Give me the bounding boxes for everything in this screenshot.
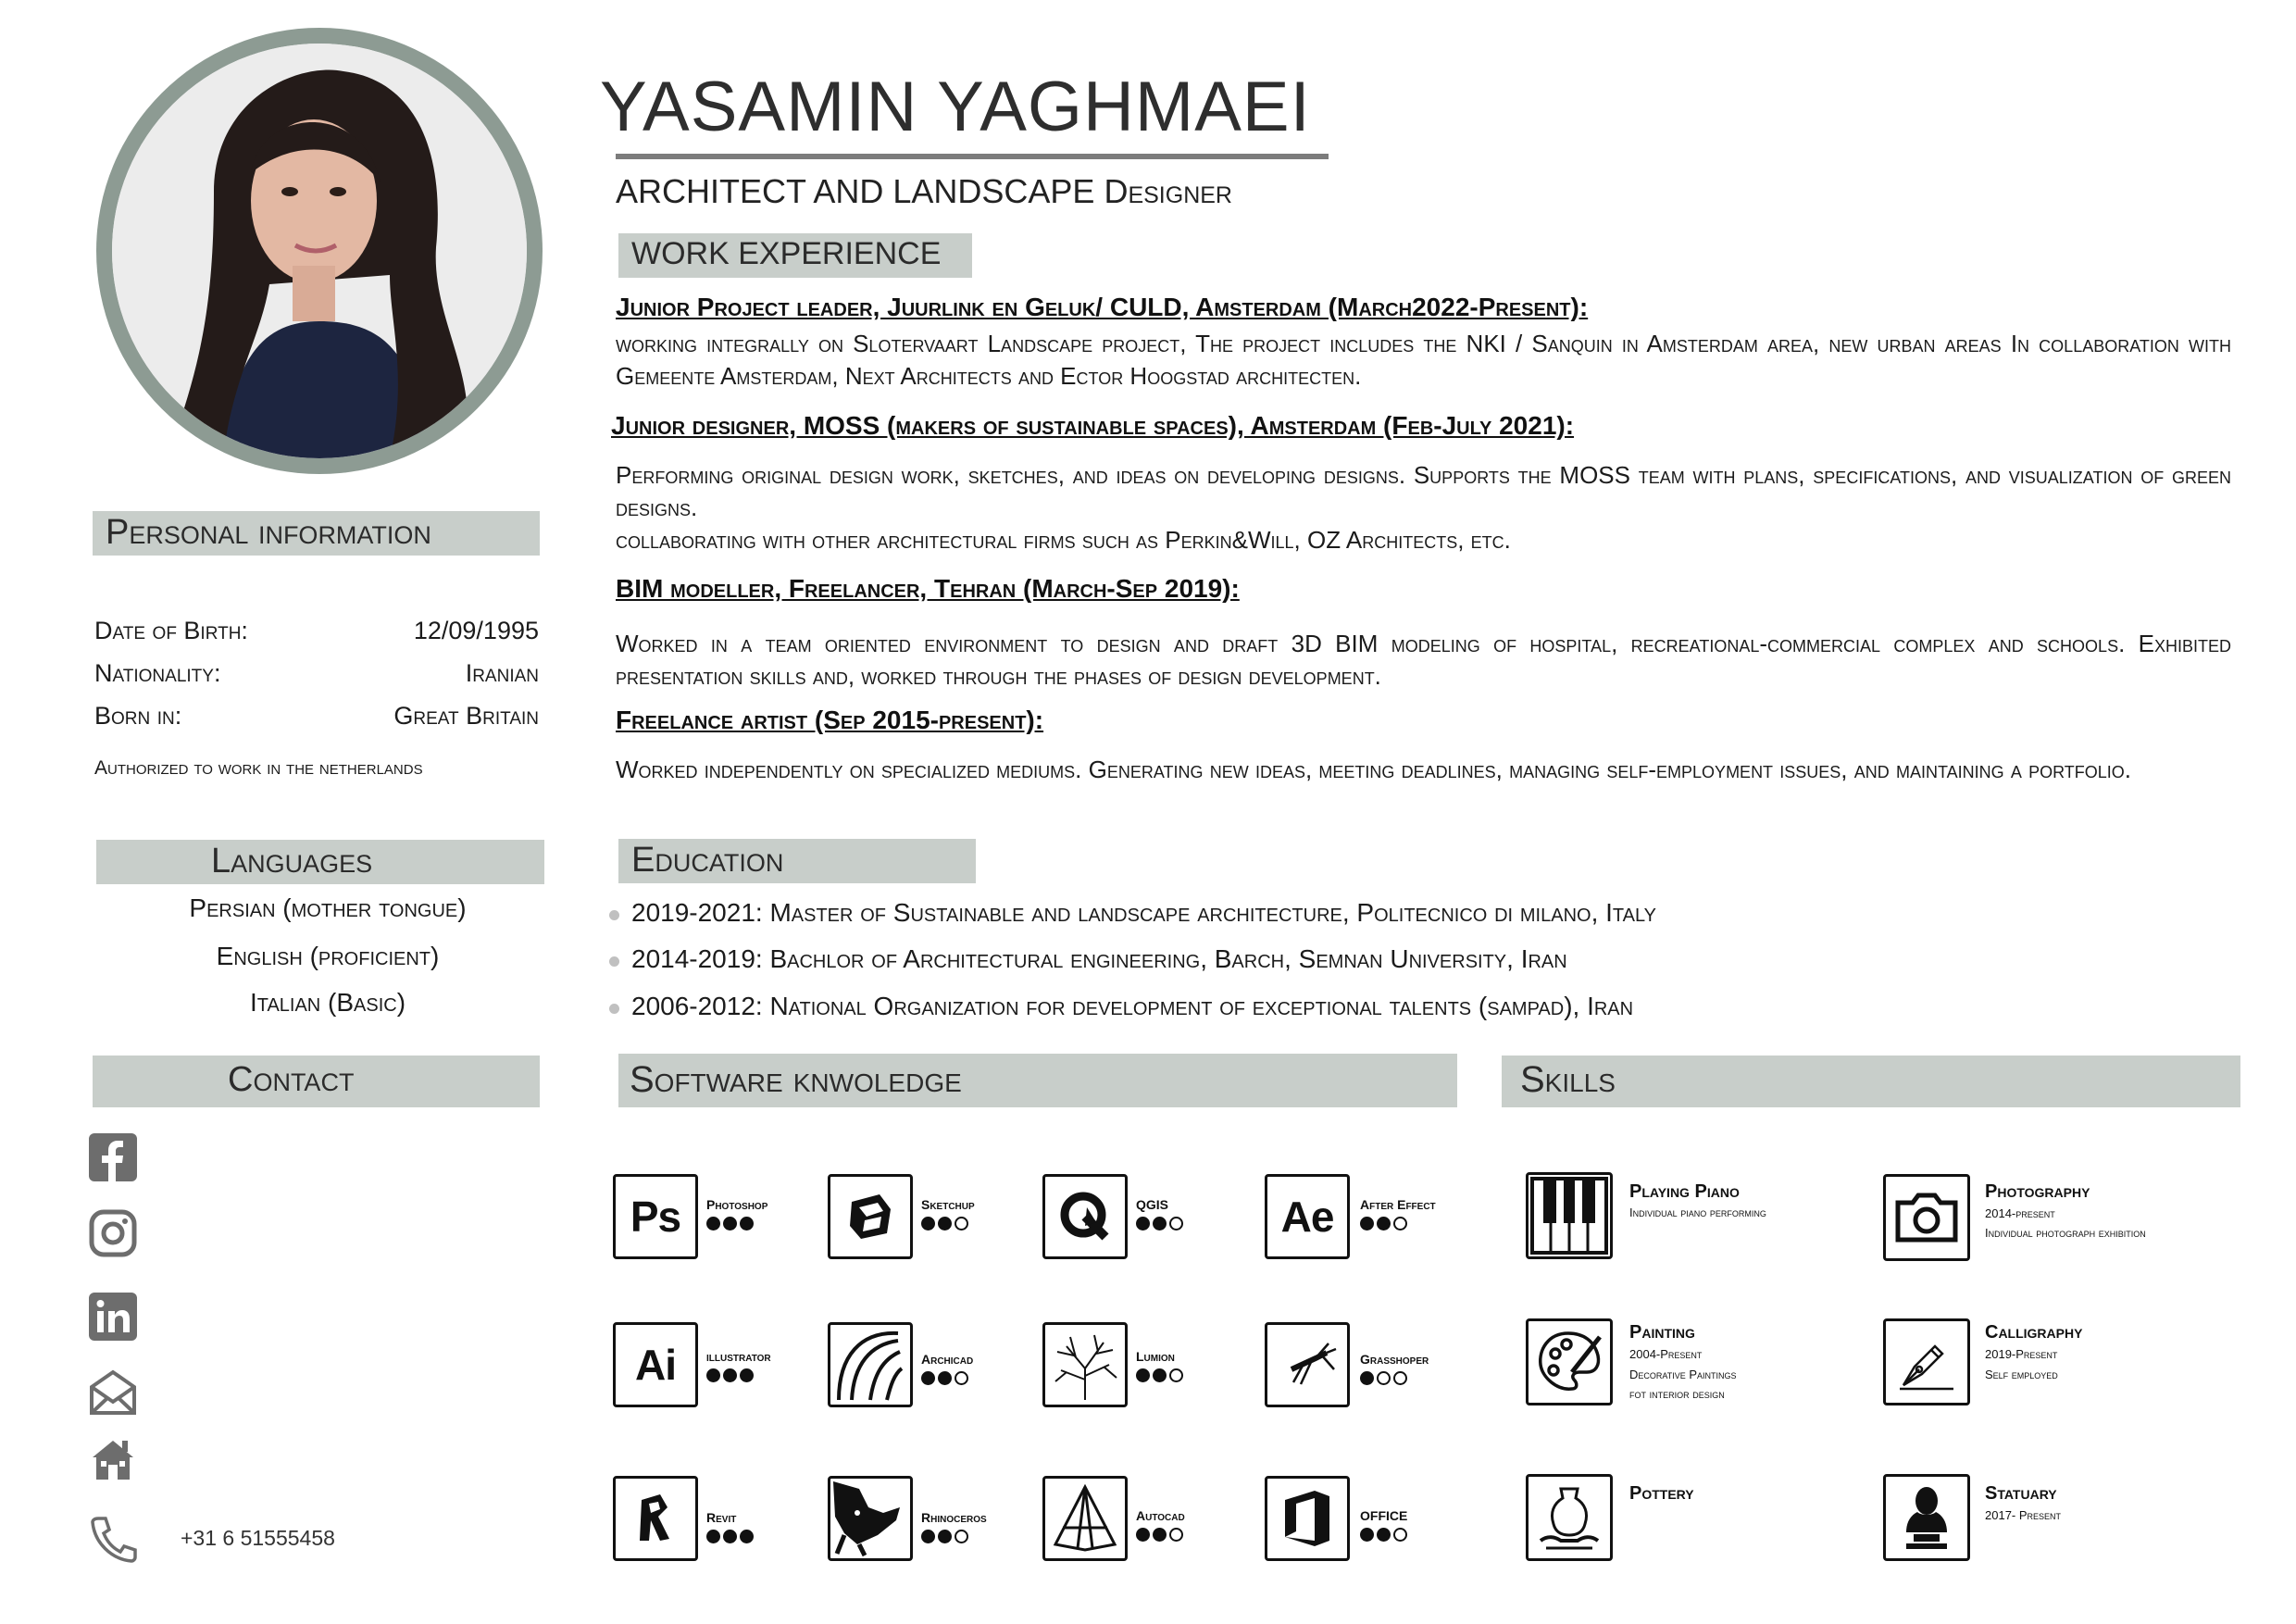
skill-detail: 2014-present <box>1985 1206 2055 1220</box>
software-name: Grasshoper <box>1360 1352 1429 1367</box>
job-title: BIM modeller, Freelancer, Tehran (March-Sep 2019): <box>616 574 1240 603</box>
skill-name: Playing Piano <box>1629 1181 1740 1202</box>
dob-value: 12/09/1995 <box>413 617 539 644</box>
filled-dot <box>740 1368 754 1382</box>
skill-level-dots <box>921 1217 971 1230</box>
job-description: Performing original design work, sketches, and ideas on developing designs. Supports the MOSS team with plans, specifications, and visualization of green designs. <box>616 461 2231 521</box>
work-experience-title: WORK EXPERIENCE <box>631 236 942 271</box>
filled-dot <box>1136 1368 1150 1382</box>
phone-icon[interactable] <box>89 1515 137 1563</box>
job-description: collaborating with other architectural firms such as Perkin&Will, OZ Architects, etc. <box>616 526 1511 554</box>
software-name: Archicad <box>921 1352 974 1367</box>
grasshopper-icon <box>1265 1322 1350 1407</box>
filled-dot <box>740 1530 754 1543</box>
filled-dot <box>1360 1371 1374 1385</box>
palette-icon <box>1526 1318 1613 1405</box>
skill-name: Pottery <box>1629 1483 1694 1504</box>
skill-detail: Self employed <box>1985 1368 2058 1381</box>
skill-detail: Individual piano performing <box>1629 1206 1766 1219</box>
facebook-icon[interactable] <box>89 1133 137 1181</box>
skill-detail: fot interior design <box>1629 1387 1725 1401</box>
photoshop-icon: Ps <box>613 1174 698 1259</box>
empty-dot <box>1377 1371 1391 1385</box>
language-item: English (proficient) <box>216 942 440 970</box>
skill-level-dots <box>1136 1217 1186 1230</box>
job-title: Freelance artist (Sep 2015-present): <box>616 706 1044 734</box>
education-title: Education <box>631 841 784 880</box>
empty-dot <box>1393 1217 1407 1230</box>
pen-nib-icon <box>1883 1318 1970 1405</box>
skill-detail: Individual photograph exhibition <box>1985 1226 2146 1240</box>
empty-dot <box>1169 1528 1183 1542</box>
filled-dot <box>938 1371 952 1385</box>
instagram-icon[interactable] <box>89 1209 137 1257</box>
piano-icon <box>1526 1172 1613 1259</box>
contact-title: Contact <box>228 1060 355 1099</box>
empty-dot <box>1169 1368 1183 1382</box>
education-item: 2019-2021: Master of Sustainable and landscape architecture, Politecnico di milano, Italy <box>611 898 1656 928</box>
skill-level-dots <box>1360 1528 1410 1542</box>
filled-dot <box>938 1530 952 1543</box>
job-subtitle: ARCHITECT AND LANDSCAPE Designer <box>616 172 1232 210</box>
filled-dot <box>921 1530 935 1543</box>
autocad-icon <box>1042 1476 1128 1561</box>
skill-name: Painting <box>1629 1322 1695 1343</box>
languages-header <box>96 840 544 884</box>
filled-dot <box>1377 1528 1391 1542</box>
filled-dot <box>706 1368 720 1382</box>
lumion-icon <box>1042 1322 1128 1407</box>
profile-photo <box>112 44 527 458</box>
personal-info-header <box>93 511 540 556</box>
education-header <box>618 839 976 883</box>
filled-dot <box>706 1217 720 1230</box>
job-description: Worked in a team oriented environment to design and draft 3D BIM modeling of hospital, recreational-commercial complex and schools. Exhibited presentation skills and, worked through the phases of design development. <box>616 630 2231 690</box>
camera-icon <box>1883 1174 1970 1261</box>
skill-level-dots <box>1360 1217 1410 1230</box>
bust-icon <box>1883 1474 1970 1561</box>
language-item: Italian (Basic) <box>249 988 406 1017</box>
filled-dot <box>1360 1217 1374 1230</box>
office-icon <box>1265 1476 1350 1561</box>
skill-level-dots <box>921 1371 971 1385</box>
software-name: Photoshop <box>706 1197 768 1212</box>
filled-dot <box>706 1530 720 1543</box>
software-name: QGIS <box>1136 1197 1169 1212</box>
software-header <box>618 1054 1457 1107</box>
filled-dot <box>1153 1217 1167 1230</box>
job-description: working integrally on Slotervaart Landscape project, The project includes the NKI / Sanquin in Amsterdam area, new urban areas In collaboration with Gemeente Amsterdam, Next Architects and Ector Hoogstad architecten. <box>616 330 2231 390</box>
candidate-name: YASAMIN YAGHMAEI <box>600 68 1311 146</box>
filled-dot <box>938 1217 952 1230</box>
skill-detail: Decorative Paintings <box>1629 1368 1737 1381</box>
illustrator-icon: Ai <box>613 1322 698 1407</box>
skill-detail: 2019-Present <box>1985 1347 2058 1361</box>
after-effects-icon: Ae <box>1265 1174 1350 1259</box>
skill-level-dots <box>921 1530 971 1543</box>
skills-title: Skills <box>1520 1059 1616 1100</box>
filled-dot <box>921 1371 935 1385</box>
filled-dot <box>921 1217 935 1230</box>
skill-level-dots <box>1136 1528 1186 1542</box>
software-name: Autocad <box>1136 1508 1185 1523</box>
skill-name: Statuary <box>1985 1483 2057 1504</box>
job-title: Junior designer, MOSS (makers of sustainable spaces), Amsterdam (Feb-July 2021): <box>611 411 1575 440</box>
name-underline <box>616 154 1329 159</box>
language-item: Persian (mother tongue) <box>189 893 467 922</box>
empty-dot <box>1169 1217 1183 1230</box>
dob-label: Date of Birth: <box>94 617 248 644</box>
revit-icon <box>613 1476 698 1561</box>
filled-dot <box>1153 1368 1167 1382</box>
skill-detail: 2004-Present <box>1629 1347 1703 1361</box>
languages-title: Languages <box>211 842 373 881</box>
skill-level-dots <box>1136 1368 1186 1382</box>
software-name: Lumion <box>1136 1349 1175 1364</box>
skill-name: Calligraphy <box>1985 1322 2083 1343</box>
birthplace-value: Great Britain <box>393 702 539 730</box>
empty-dot <box>1393 1528 1407 1542</box>
home-icon <box>89 1435 137 1483</box>
filled-dot <box>723 1217 737 1230</box>
work-experience-header <box>618 233 972 278</box>
job-title: Junior Project leader, Juurlink en Geluk/ CULD, Amsterdam (March2022-Present): <box>616 293 1589 321</box>
linkedin-icon[interactable] <box>89 1293 137 1341</box>
software-name: OFFICE <box>1360 1508 1408 1523</box>
filled-dot <box>1360 1528 1374 1542</box>
skill-level-dots <box>706 1368 756 1382</box>
filled-dot <box>1136 1528 1150 1542</box>
software-name: Sketchup <box>921 1197 975 1212</box>
filled-dot <box>723 1368 737 1382</box>
filled-dot <box>1153 1528 1167 1542</box>
education-item: 2014-2019: Bachlor of Architectural engineering, Barch, Semnan University, Iran <box>611 944 1567 974</box>
phone-number[interactable]: +31 6 51555458 <box>181 1526 335 1550</box>
skill-name: Photography <box>1985 1181 2090 1202</box>
sketchup-icon <box>828 1174 913 1259</box>
empty-dot <box>955 1530 968 1543</box>
qgis-icon <box>1042 1174 1128 1259</box>
filled-dot <box>723 1530 737 1543</box>
skill-detail: 2017- Present <box>1985 1508 2062 1522</box>
skill-level-dots <box>706 1217 756 1230</box>
personal-info-title: Personal information <box>106 513 431 552</box>
software-name: After Effect <box>1360 1197 1436 1212</box>
software-name: illustrator <box>706 1349 771 1364</box>
education-item: 2006-2012: National Organization for development of exceptional talents (sampad), Iran <box>611 992 1633 1021</box>
nationality-label: Nationality: <box>94 659 221 687</box>
nationality-value: Iranian <box>465 659 539 687</box>
software-name: Revit <box>706 1510 737 1525</box>
empty-dot <box>1393 1371 1407 1385</box>
mail-icon[interactable] <box>89 1368 137 1417</box>
filled-dot <box>1377 1217 1391 1230</box>
empty-dot <box>955 1217 968 1230</box>
contact-header <box>93 1056 540 1107</box>
skill-level-dots <box>706 1530 756 1543</box>
software-name: Rhinoceros <box>921 1510 987 1525</box>
software-title: Software knwoledge <box>630 1059 962 1100</box>
skills-header <box>1502 1056 2240 1107</box>
work-authorization: Authorized to work in the netherlands <box>94 757 423 779</box>
filled-dot <box>1136 1217 1150 1230</box>
archicad-icon <box>828 1322 913 1407</box>
rhinoceros-icon <box>828 1476 913 1561</box>
birthplace-label: Born in: <box>94 702 182 730</box>
empty-dot <box>955 1371 968 1385</box>
skill-level-dots <box>1360 1371 1410 1385</box>
pottery-icon <box>1526 1474 1613 1561</box>
filled-dot <box>740 1217 754 1230</box>
job-description: Worked independently on specialized mediums. Generating new ideas, meeting deadlines, managing self-employment issues, and maintaining a portfolio. <box>616 756 2132 783</box>
